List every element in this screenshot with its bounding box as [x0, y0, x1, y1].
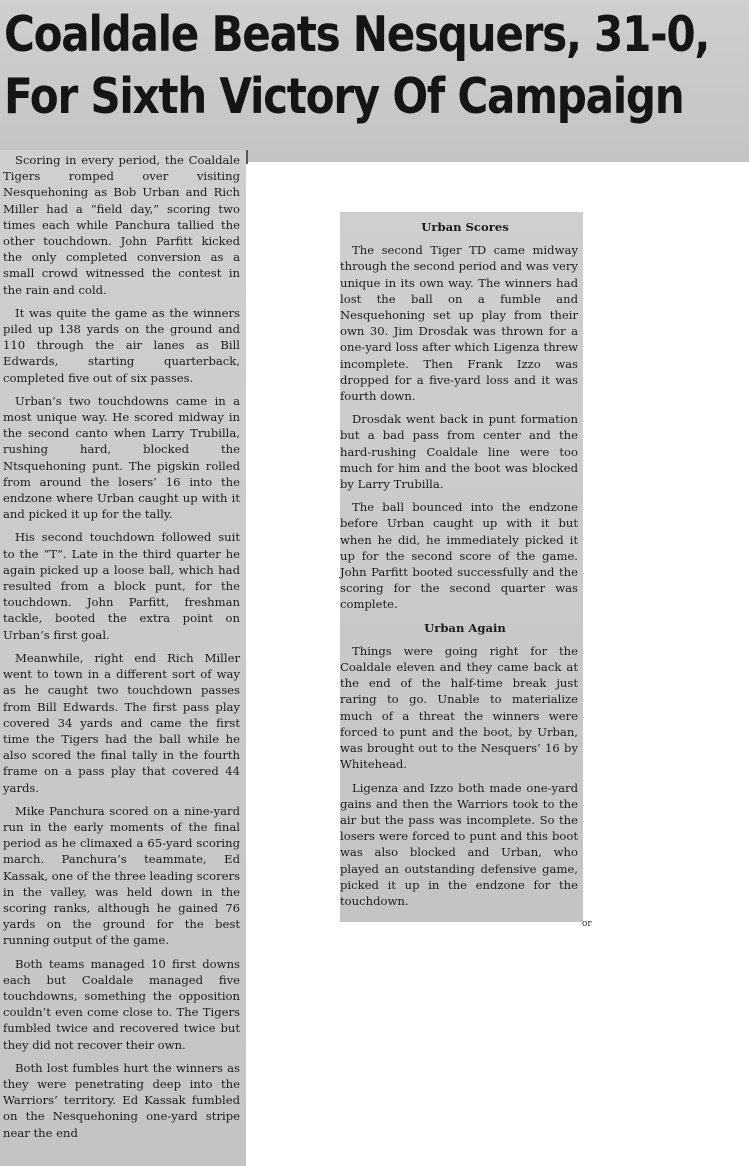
left-article-column	[3, 152, 240, 1148]
subhead-urban-scores: Urban Scores	[421, 220, 509, 234]
clipping-edge-text: or	[582, 919, 592, 929]
paragraph: Scoring in every period, the Coaldale Tigers romped over visiting Nesquehoning as Bob Urban and Rich Miller had a “field day,” scoring two times each while Panchura tallied the other touchdown. John Parfitt kicked the only completed conversion as a small crowd witnessed the contest in the rain and cold.	[3, 153, 240, 297]
paragraph: The second Tiger TD came midway through the second period and was very unique in its own way. The winners had lost the ball on a fumble and Nesquehoning set up play from their own 30. Jim Drosdak was thrown for a one-yard loss after which Ligenza threw incomplete. Then Frank Izzo was dropped for a five-yard loss and it was fourth down.	[340, 243, 578, 404]
paragraph: His second touchdown followed suit to the “T”. Late in the third quarter he again picked up a loose ball, which had resulted from a block punt, for the touchdown. John Parfitt, freshman tackle, booted the extra point on Urban’s first goal.	[3, 530, 240, 642]
paragraph: Meanwhile, right end Rich Miller went to town in a different sort of way as he caught two touchdown passes from Bill Edwards. The first pass play covered 34 yards and came the first time the Tigers had the ball while he also scored the final tally in the fourth frame on a pass play that covered 44 yards.	[3, 650, 240, 795]
subhead-urban-again: Urban Again	[424, 620, 506, 635]
paragraph: The ball bounced into the endzone before Urban caught up with it but when he did, he immediately picked it up for the second score of the game. John Parfitt booted successfully and the scoring for the second quarter was complete.	[340, 500, 578, 612]
paragraph: Things were going right for the Coaldale eleven and they came back at the end of the half-time break just raring to go. Unable to materialize much of a threat the winners were forced to punt and the boot, by Urban, was brought out to the Nesquers’ 16 by Whitehead.	[340, 643, 578, 772]
right-article-column	[340, 219, 578, 916]
column-divider	[246, 150, 248, 164]
paragraph: Urban’s two touchdowns came in a most unique way. He scored midway in the second canto when Larry Trubilla, rushing hard, blocked the Ntsquehoning punt. The pigskin rolled from around the losers’ 16 into the endzone where Urban caught up with it and picked it up for the tally.	[3, 393, 240, 522]
headline-line-1: Coaldale Beats Nesquers, 31-0,	[4, 6, 710, 63]
article-headline	[4, 4, 710, 128]
paragraph: Ligenza and Izzo both made one-yard gains and then the Warriors took to the air but the pass was incomplete. So the losers were forced to punt and this boot was also blocked and Urban, who played an outstanding defensive game, picked it up in the endzone for the touchdown.	[340, 780, 578, 908]
paragraph: Both teams managed 10 first downs each but Coaldale managed five touchdowns, something the opposition couldn’t even come close to. The Tigers fumbled twice and recovered twice but they did not recover their own.	[3, 956, 240, 1052]
paragraph: Drosdak went back in punt formation but a bad pass from center and the hard-rushing Coaldale line were too much for him and the boot was blocked by Larry Trubilla.	[340, 412, 578, 492]
paragraph: Both lost fumbles hurt the winners as they were penetrating deep into the Warriors’ territory. Ed Kassak fumbled on the Nesquehoning one-yard stripe near the end	[3, 1060, 240, 1140]
paragraph: Mike Panchura scored on a nine-yard run in the early moments of the final period as he climaxed a 65-yard scoring march. Panchura’s teammate, Ed Kassak, one of the three leading scorers in the valley, was held down in the scoring ranks, although he gained 76 yards on the ground for the best running output of the game.	[3, 803, 240, 948]
paragraph: It was quite the game as the winners piled up 138 yards on the ground and 110 through the air lanes as Bill Edwards, starting quarterback, completed five out of six passes.	[3, 305, 240, 385]
headline-line-2: For Sixth Victory Of Campaign	[4, 68, 684, 125]
